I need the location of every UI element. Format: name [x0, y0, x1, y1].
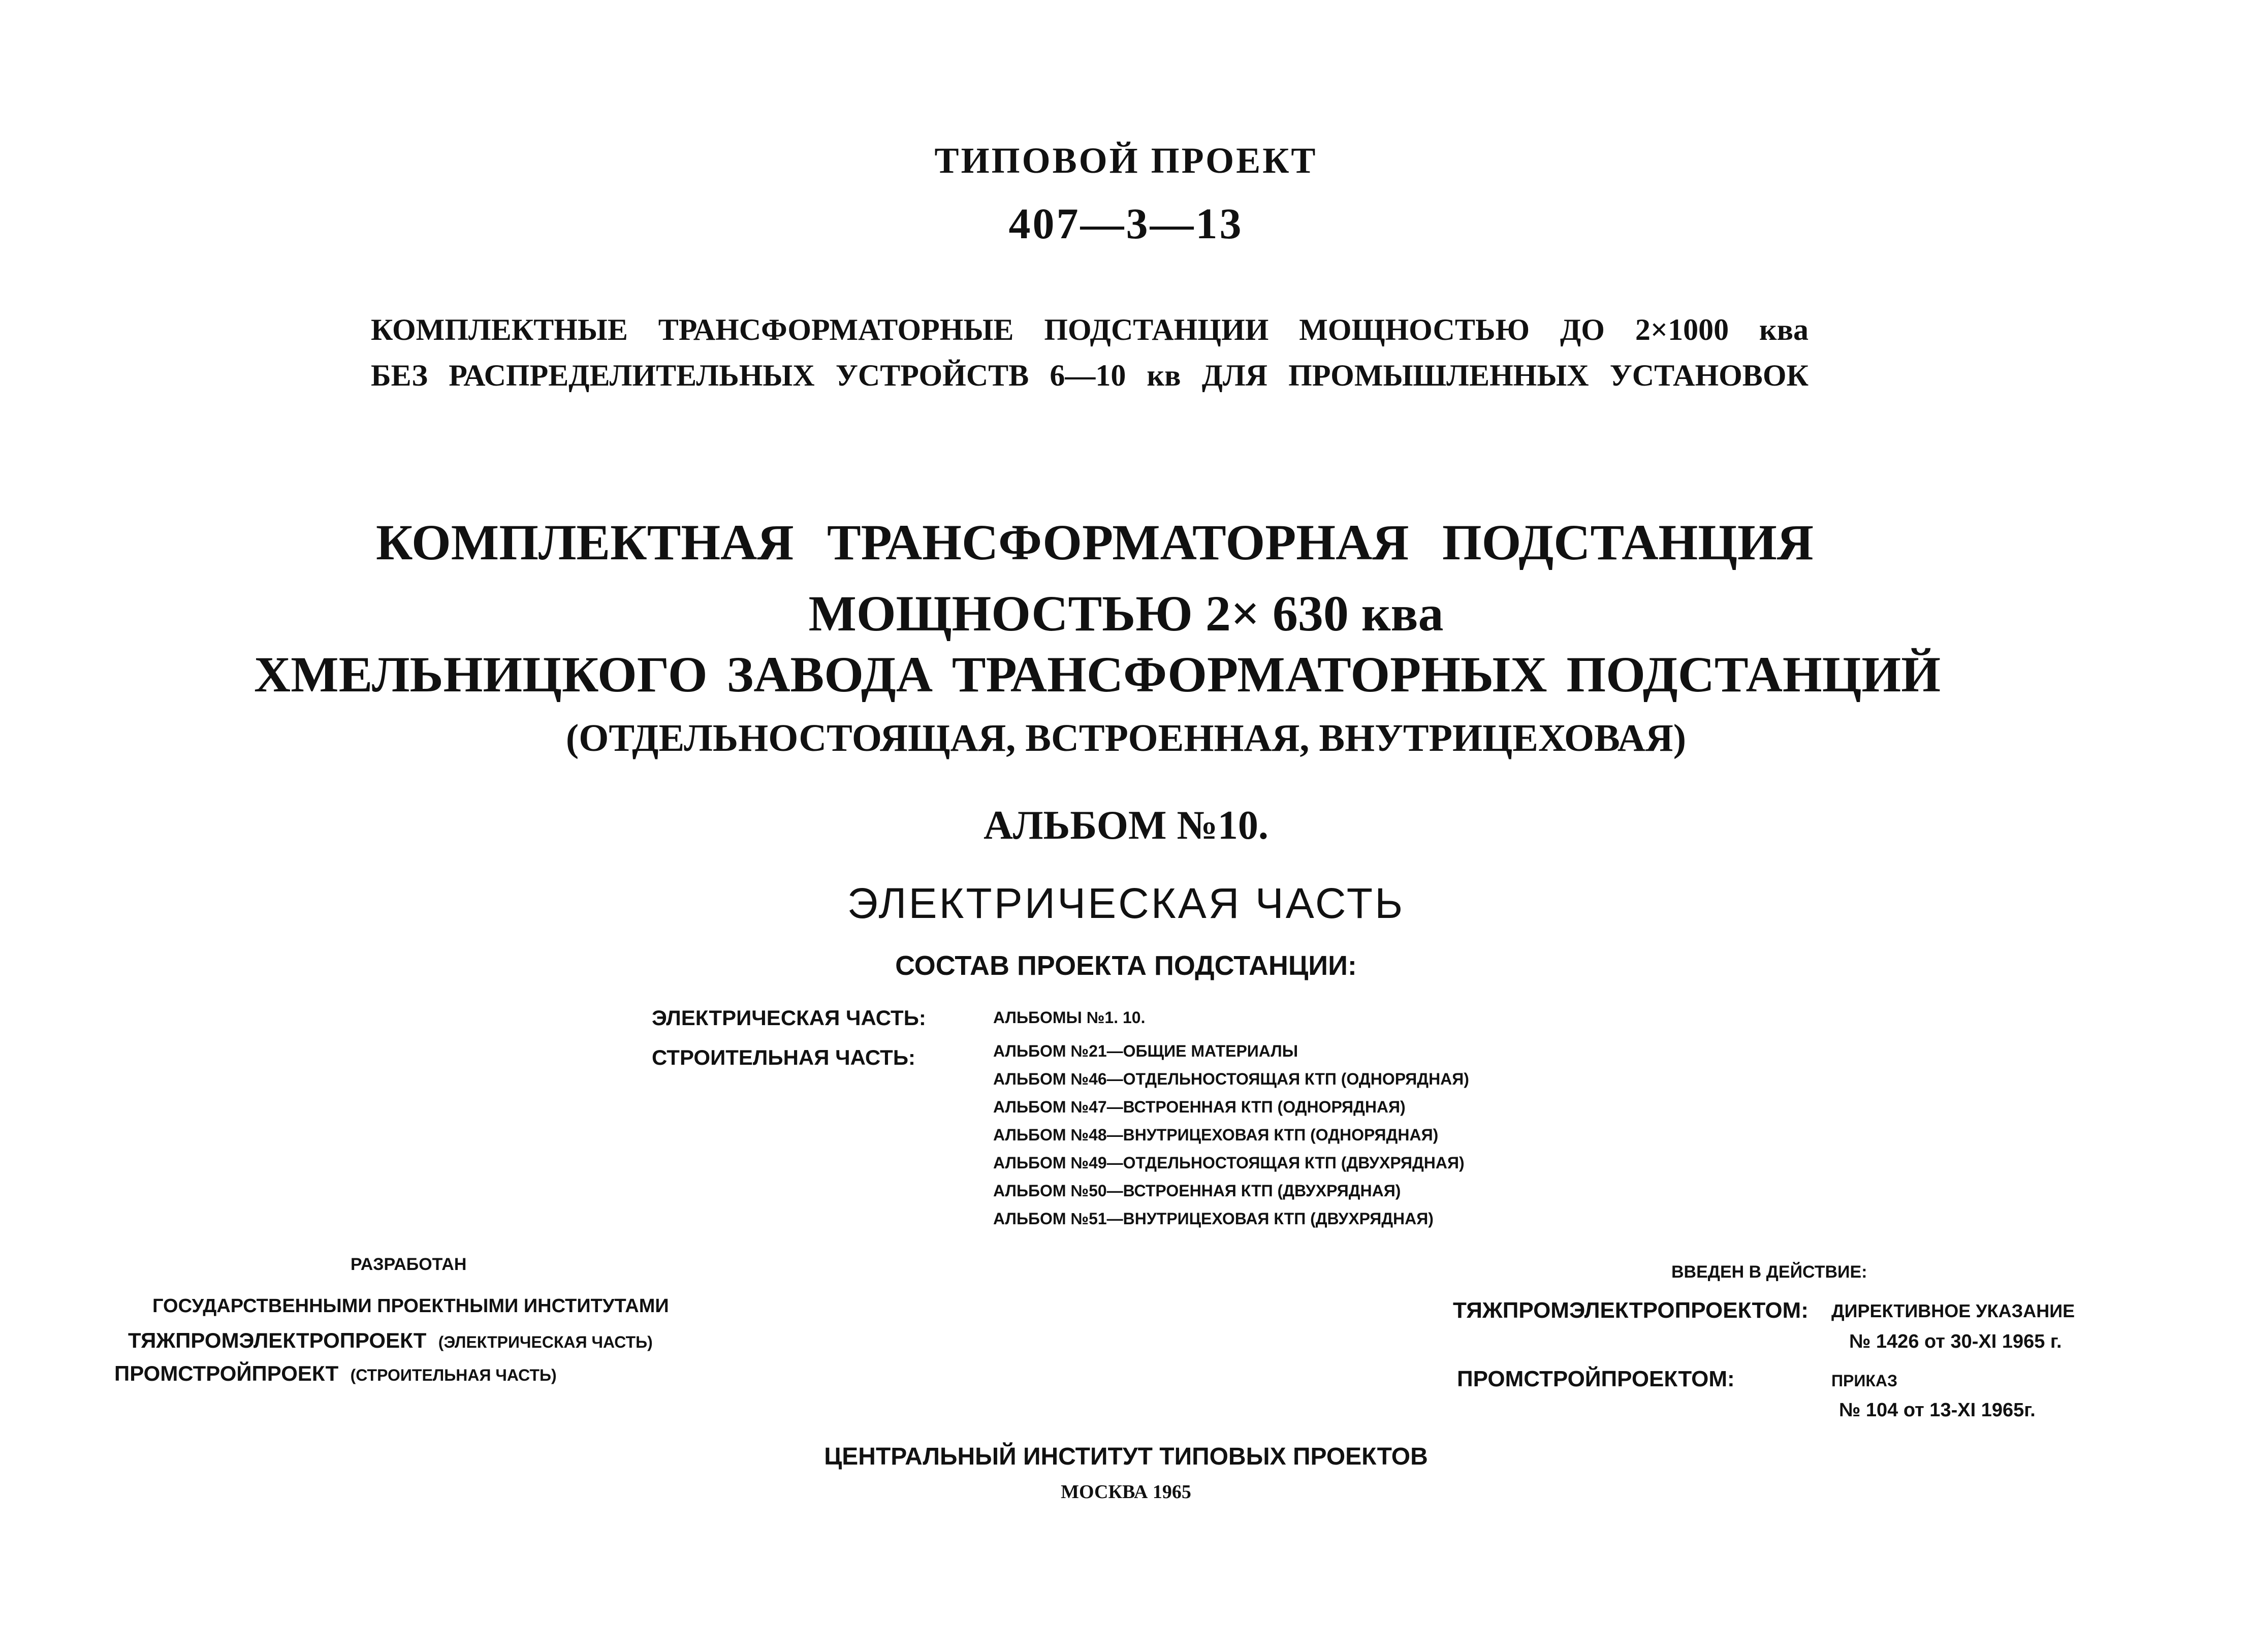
- developed-institutes: ГОСУДАРСТВЕННЫМИ ПРОЕКТНЫМИ ИНСТИТУТАМИ: [152, 1295, 669, 1317]
- introduced-org-2: ПРОМСТРОЙПРОЕКТОМ:: [1457, 1367, 1735, 1391]
- developer-org-1: [128, 1328, 653, 1353]
- subtitle-line-2: БЕЗ РАСПРЕДЕЛИТЕЛЬНЫХ УСТРОЙСТВ 6—10 кв ДЛЯ ПРОМЫШЛЕННЫХ УСТАНОВОК: [371, 359, 1809, 392]
- list-item: АЛЬБОМ №47—ВСТРОЕННАЯ КТП (ОДНОРЯДНАЯ): [993, 1098, 1406, 1116]
- list-item: АЛЬБОМ №51—ВНУТРИЦЕХОВАЯ КТП (ДВУХРЯДНАЯ): [993, 1210, 1434, 1228]
- developer-org-2-name: ПРОМСТРОЙПРОЕКТ: [114, 1361, 339, 1385]
- introduced-doc-2-number: № 104 от 13-XI 1965г.: [1839, 1400, 2036, 1421]
- section-title: ЭЛЕКТРИЧЕСКАЯ ЧАСТЬ: [847, 879, 1405, 927]
- electrical-albums: АЛЬБОМЫ №1. 10.: [993, 1008, 1146, 1027]
- title-line-3: ХМЕЛЬНИЦКОГО ЗАВОДА ТРАНСФОРМАТОРНЫХ ПОДСТАНЦИЙ: [254, 646, 1941, 703]
- introduced-org-1: ТЯЖПРОМЭЛЕКТРОПРОЕКТОМ:: [1453, 1298, 1809, 1323]
- album-number: АЛЬБОМ №10.: [984, 803, 1268, 848]
- developed-heading: РАЗРАБОТАН: [351, 1255, 467, 1274]
- subtitle-line-1: КОМПЛЕКТНЫЕ ТРАНСФОРМАТОРНЫЕ ПОДСТАНЦИИ МОЩНОСТЬЮ ДО 2×1000 ква: [371, 313, 1809, 346]
- composition-heading: СОСТАВ ПРОЕКТА ПОДСТАНЦИИ:: [895, 950, 1357, 981]
- construction-part-label: СТРОИТЕЛЬНАЯ ЧАСТЬ:: [652, 1045, 916, 1069]
- list-item: АЛЬБОМ №48—ВНУТРИЦЕХОВАЯ КТП (ОДНОРЯДНАЯ): [993, 1126, 1439, 1144]
- list-item: АЛЬБОМ №49—ОТДЕЛЬНОСТОЯЩАЯ КТП (ДВУХРЯДНАЯ): [993, 1154, 1465, 1172]
- title-line-1: КОМПЛЕКТНАЯ ТРАНСФОРМАТОРНАЯ ПОДСТАНЦИЯ: [376, 514, 1814, 570]
- construction-albums-list: [993, 1037, 1469, 1233]
- introduced-heading: ВВЕДЕН В ДЕЙСТВИЕ:: [1671, 1262, 1867, 1282]
- project-label: ТИПОВОЙ ПРОЕКТ: [934, 140, 1318, 181]
- title-line-4: (ОТДЕЛЬНОСТОЯЩАЯ, ВСТРОЕННАЯ, ВНУТРИЦЕХОВАЯ): [565, 717, 1687, 759]
- introduced-doc-1-number: № 1426 от 30-XI 1965 г.: [1849, 1331, 2062, 1352]
- electrical-part-label: ЭЛЕКТРИЧЕСКАЯ ЧАСТЬ:: [652, 1006, 926, 1030]
- project-number: 407—3—13: [1008, 199, 1244, 248]
- list-item: АЛЬБОМ №46—ОТДЕЛЬНОСТОЯЩАЯ КТП (ОДНОРЯДНАЯ): [993, 1070, 1469, 1088]
- list-item: АЛЬБОМ №50—ВСТРОЕННАЯ КТП (ДВУХРЯДНАЯ): [993, 1182, 1401, 1200]
- introduced-doc-2: ПРИКАЗ: [1831, 1372, 1898, 1390]
- developer-org-1-name: ТЯЖПРОМЭЛЕКТРОПРОЕКТ: [128, 1328, 427, 1352]
- introduced-doc-1: ДИРЕКТИВНОЕ УКАЗАНИЕ: [1831, 1300, 2075, 1321]
- developer-org-2: [114, 1361, 557, 1386]
- list-item: АЛЬБОМ №21—ОБЩИЕ МАТЕРИАЛЫ: [993, 1042, 1298, 1060]
- title-line-2: МОЩНОСТЬЮ 2× 630 ква: [808, 585, 1444, 642]
- publisher-city-year: МОСКВА 1965: [1061, 1481, 1191, 1503]
- developer-org-2-part: (СТРОИТЕЛЬНАЯ ЧАСТЬ): [350, 1366, 557, 1384]
- publisher-name: ЦЕНТРАЛЬНЫЙ ИНСТИТУТ ТИПОВЫХ ПРОЕКТОВ: [824, 1443, 1428, 1470]
- developer-org-1-part: (ЭЛЕКТРИЧЕСКАЯ ЧАСТЬ): [438, 1333, 653, 1351]
